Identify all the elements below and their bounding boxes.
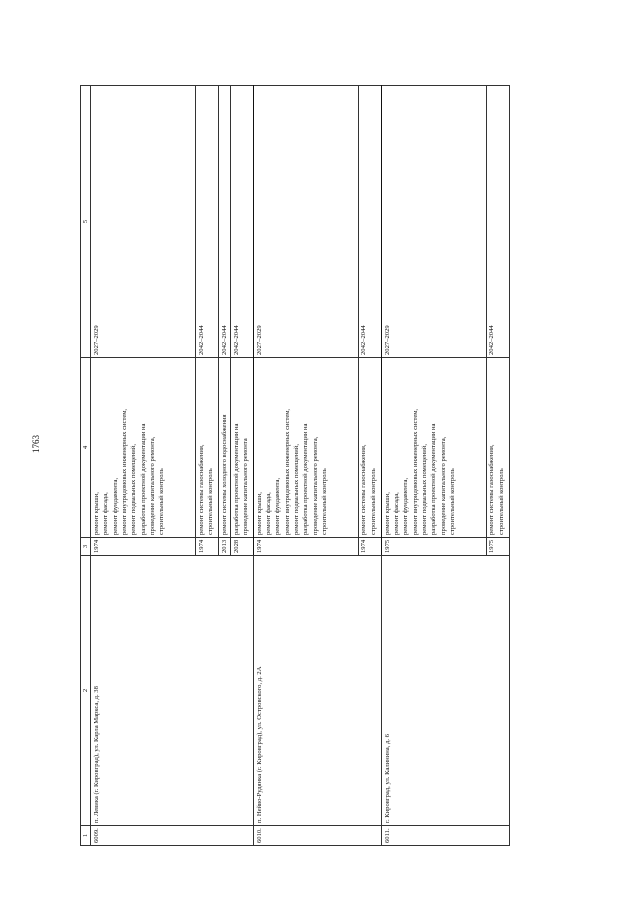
table-row (382, 86, 487, 846)
period-cell: 2042–2044 (219, 86, 231, 358)
year-cell: 1974 (196, 538, 219, 556)
column-header: 5 (81, 86, 91, 358)
page-number: 1763 (31, 435, 41, 453)
works-cell: ремонт системы газоснабжения, строительный контроль (358, 358, 381, 538)
year-cell: 2028 (231, 538, 254, 556)
works-cell: ремонт крыши, ремонт фасада, ремонт фундамента, ремонт внутридомовых инженерных систем, ремонт подвальных помещений, разработка проектной документации на проведение капитального ремонта, строительный контроль (382, 358, 487, 538)
row-number: 6009. (91, 826, 254, 846)
building-address: п. Левика (г. Кировград), ул. Карла Маркса, д. 38 (91, 556, 254, 826)
works-cell: ремонт системы газоснабжения, строительный контроль (196, 358, 219, 538)
column-header: 2 (81, 556, 91, 826)
period-cell: 2042–2044 (486, 86, 509, 358)
year-cell: 1974 (254, 538, 359, 556)
works-cell: ремонт крыши, ремонт фасада, ремонт фундамента, ремонт внутридомовых инженерных систем, ремонт подвальных помещений, разработка проектной документации на проведение капитального ремонта, строительный контроль (254, 358, 359, 538)
year-cell: 1975 (382, 538, 487, 556)
period-cell: 2027–2029 (382, 86, 487, 358)
row-number: 6010. (254, 826, 382, 846)
repair-schedule-table (80, 85, 510, 846)
works-cell: ремонт системы холодного водоснабжения (219, 358, 231, 538)
works-cell: ремонт системы газоснабжения, строительный контроль (486, 358, 509, 538)
rotated-table-container (80, 86, 510, 846)
year-cell: 1975 (486, 538, 509, 556)
period-cell: 2042–2044 (231, 86, 254, 358)
period-cell: 2042–2044 (358, 86, 381, 358)
header-row (81, 86, 91, 846)
column-header: 3 (81, 538, 91, 556)
year-cell: 1974 (358, 538, 381, 556)
period-cell: 2027–2029 (91, 86, 196, 358)
period-cell: 2042–2044 (196, 86, 219, 358)
table-row (91, 86, 196, 846)
year-cell: 1974 (91, 538, 196, 556)
period-cell: 2027–2029 (254, 86, 359, 358)
year-cell: 2013 (219, 538, 231, 556)
building-address: п. Нейво-Рудянка (г. Кировград), ул. Островского, д. 2А (254, 556, 382, 826)
row-number: 6011. (382, 826, 510, 846)
works-cell: ремонт крыши, ремонт фасада, ремонт фундамента, ремонт внутридомовых инженерных систем, ремонт подвальных помещений, разработка проектной документации на проведение капитального ремонта, строительный контроль (91, 358, 196, 538)
column-header: 1 (81, 826, 91, 846)
column-header: 4 (81, 358, 91, 538)
building-address: г. Кировград, ул. Калинина, д. 6 (382, 556, 510, 826)
table-row (254, 86, 359, 846)
works-cell: разработка проектной документации на проведение капитального ремонта (231, 358, 254, 538)
